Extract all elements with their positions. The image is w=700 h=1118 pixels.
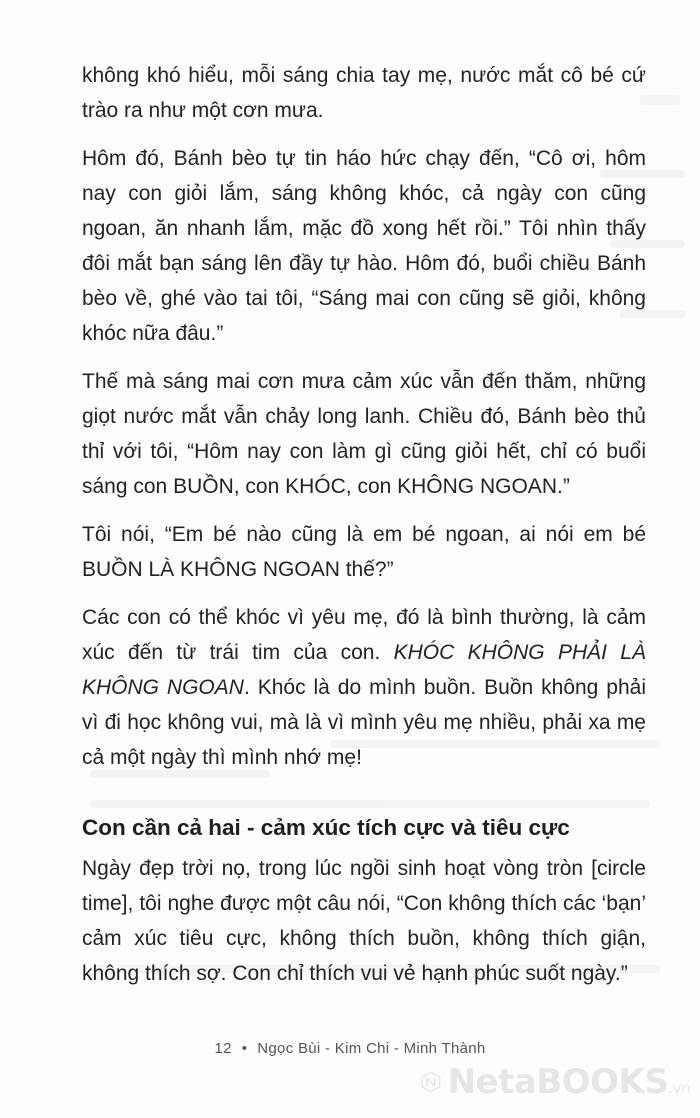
footer-authors: Ngọc Bùi - Kim Chi - Minh Thành xyxy=(257,1040,486,1057)
paragraph xyxy=(82,851,646,991)
paragraph xyxy=(82,58,646,128)
watermark xyxy=(420,1056,690,1108)
page-footer xyxy=(0,1040,700,1057)
emphasized-text: KHÓC KHÔNG PHẢI LÀ KHÔNG NGOAN xyxy=(82,641,646,699)
body-text xyxy=(82,58,646,991)
watermark-suffix: .vn xyxy=(668,1079,690,1097)
paragraph-text: Thế mà sáng mai cơn mưa cảm xúc vẫn đến thăm, những giọt nước mắt vẫn chảy long lanh. Chiều đó, Bánh bèo thủ thỉ với tôi, “Hôm nay con làm gì cũng giỏi hết, chỉ có buổi sáng con BUỒN, con KHÓC, con KHÔNG NGOAN.” xyxy=(82,370,646,498)
page-number: 12 xyxy=(214,1040,232,1057)
paragraph-text: Tôi nói, “Em bé nào cũng là em bé ngoan, ai nói em bé BUỒN LÀ KHÔNG NGOAN thế?” xyxy=(82,523,646,581)
netabooks-logo-icon xyxy=(420,1060,442,1104)
paragraph-text: Ngày đẹp trời nọ, trong lúc ngồi sinh hoạt vòng tròn [circle time], tôi nghe được một câu nói, “Con không thích các ‘bạn’ cảm xúc tiêu cực, không thích buồn, không thích giận, không thích sợ. Con chỉ thích vui vẻ hạnh phúc suốt ngày.” xyxy=(82,857,646,985)
paragraph-text: không khó hiểu, mỗi sáng chia tay mẹ, nước mắt cô bé cứ trào ra như một cơn mưa. xyxy=(82,64,646,122)
paragraph-text: Hôm đó, Bánh bèo tự tin háo hức chạy đến, “Cô ơi, hôm nay con giỏi lắm, sáng không khóc, cả ngày con cũng ngoan, ăn nhanh lắm, mặc đồ xong hết rồi.” Tôi nhìn thấy đôi mắt bạn sáng lên đầy tự hào. Hôm đó, buổi chiều Bánh bèo về, ghé vào tai tôi, “Sáng mai con cũng sẽ giỏi, không khóc nữa đâu.” xyxy=(82,147,646,345)
paragraph xyxy=(82,364,646,504)
section-heading: Con cần cả hai - cảm xúc tích cực và tiêu cực xyxy=(82,815,570,840)
paragraph-text: Các con có thể khóc vì yêu mẹ, đó là bình thường, là cảm xúc đến từ trái tim của con. xyxy=(82,606,646,664)
paragraph xyxy=(82,141,646,351)
watermark-brand xyxy=(448,1062,690,1102)
paragraph xyxy=(82,600,646,775)
paragraph-text: . Khóc là do mình buồn. Buồn không phải vì đi học không vui, mà là vì mình yêu mẹ nhiều, phải xa mẹ cả một ngày thì mình nhớ mẹ! xyxy=(82,676,646,769)
footer-separator: • xyxy=(241,1040,248,1057)
paragraph xyxy=(82,517,646,587)
watermark-brand-text: NetaBOOKS xyxy=(447,1062,669,1102)
